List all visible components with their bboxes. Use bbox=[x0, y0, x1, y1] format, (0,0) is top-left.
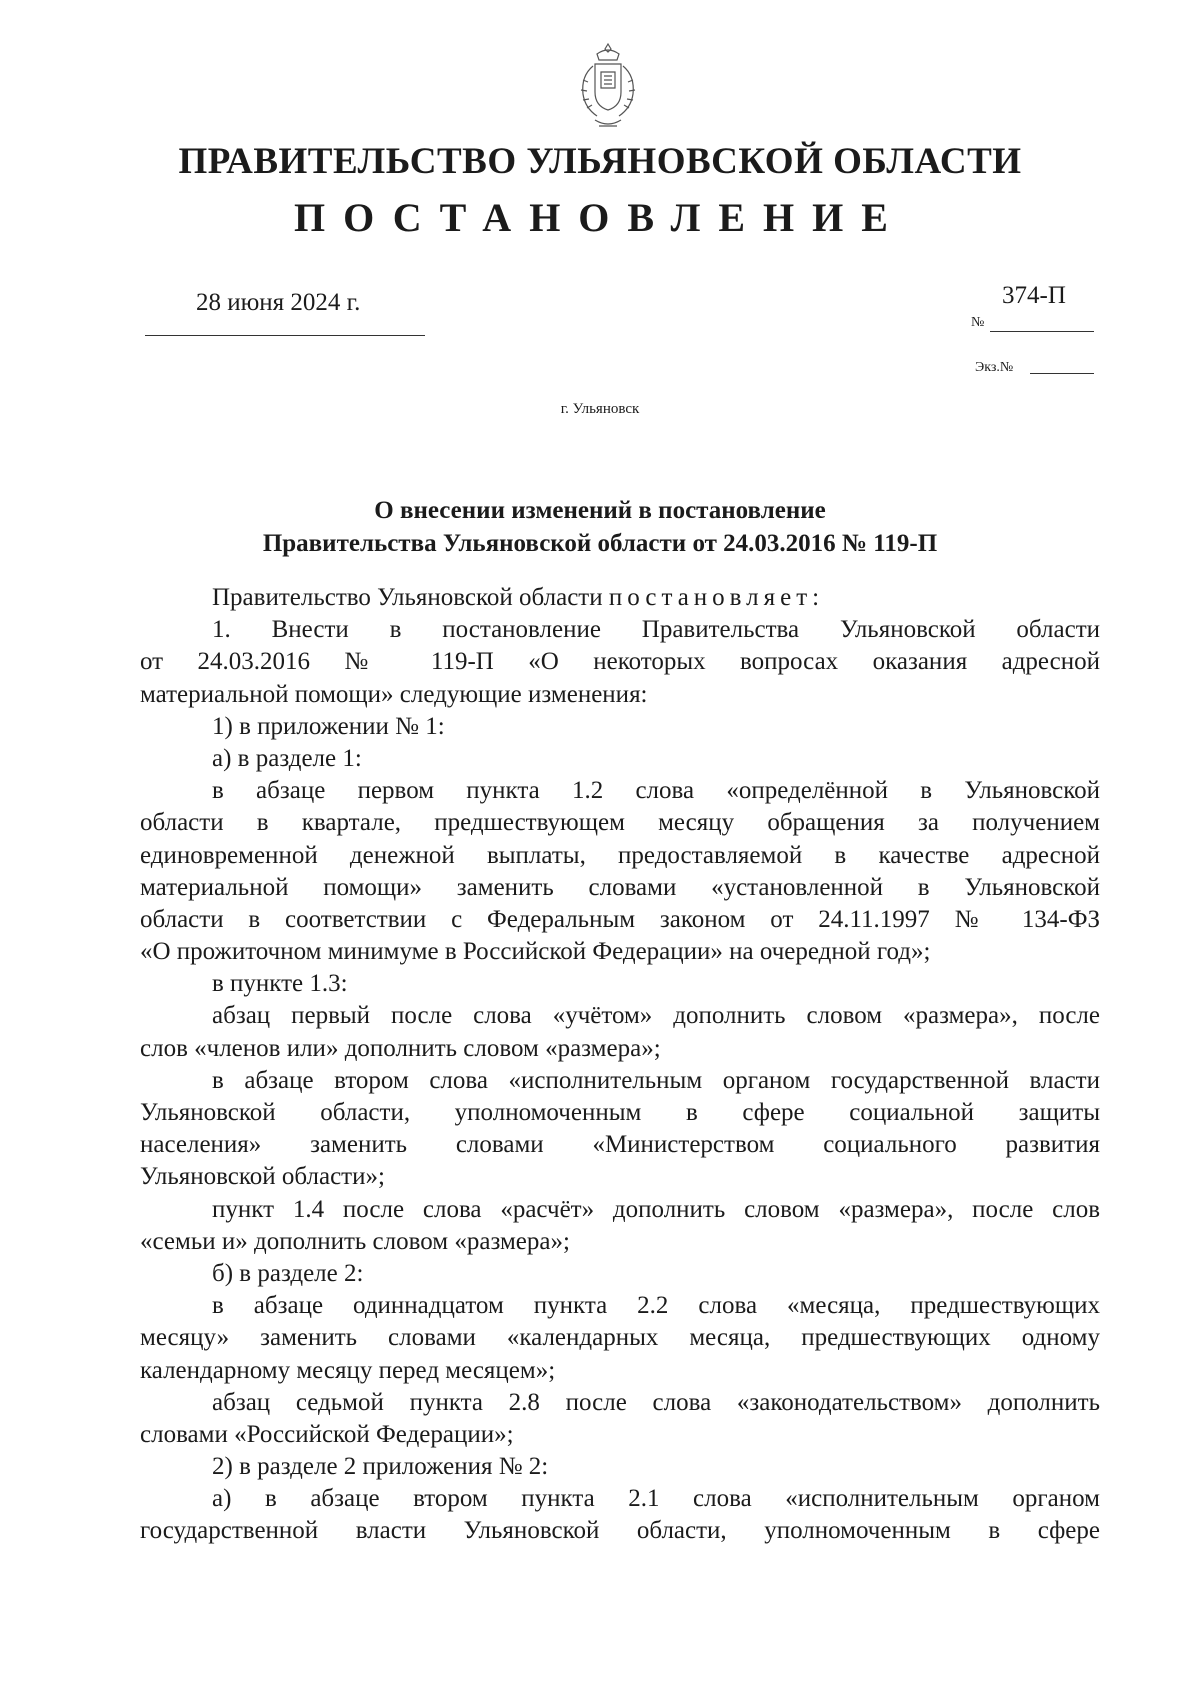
body-line: 1) в приложении № 1: bbox=[212, 712, 445, 740]
body-line: области в соответствии с Федеральным законом от 24.11.1997 № 134-ФЗ bbox=[140, 905, 1100, 933]
body-text-spaced: постановляет: bbox=[608, 584, 825, 611]
document-subject bbox=[180, 494, 1020, 560]
copy-number-label: Экз.№ bbox=[975, 360, 1014, 375]
body-line: 1. Внести в постановление Правительства Ульяновской области bbox=[212, 616, 1100, 644]
body-line: единовременной денежной выплаты, предоставляемой в качестве адресной bbox=[140, 841, 1100, 869]
body-line: материальной помощи» следующие изменения: bbox=[140, 680, 648, 708]
body-line: словами «Российской Федерации»; bbox=[140, 1420, 514, 1448]
document-type: ПОСТАНОВЛЕНИЕ bbox=[294, 195, 906, 240]
body-line: «О прожиточном минимуме в Российской Федерации» на очередной год»; bbox=[140, 938, 931, 966]
body-line: в абзаце втором слова «исполнительным органом государственной власти bbox=[212, 1066, 1100, 1094]
body-line: слов «членов или» дополнить словом «размера»; bbox=[140, 1034, 661, 1062]
body-line: материальной помощи» заменить словами «установленной в Ульяновской bbox=[140, 873, 1100, 901]
number-underline bbox=[990, 331, 1094, 332]
date-underline bbox=[145, 335, 425, 336]
body-line: абзац седьмой пункта 2.8 после слова «законодательством» дополнить bbox=[212, 1388, 1100, 1416]
body-line: а) в абзаце втором пункта 2.1 слова «исполнительным органом bbox=[212, 1485, 1100, 1513]
government-title: ПРАВИТЕЛЬСТВО УЛЬЯНОВСКОЙ ОБЛАСТИ bbox=[178, 141, 1022, 182]
document-body bbox=[140, 582, 1100, 1548]
copy-number-underline bbox=[1030, 373, 1094, 374]
body-line: месяцу» заменить словами «календарных месяца, предшествующих одному bbox=[140, 1324, 1100, 1352]
document-date: 28 июня 2024 г. bbox=[196, 289, 361, 316]
document-number: 374-П bbox=[1002, 282, 1066, 309]
body-line: 2) в разделе 2 приложения № 2: bbox=[212, 1453, 549, 1481]
subject-line: О внесении изменений в постановление bbox=[374, 497, 826, 524]
body-line: календарному месяцу перед месяцем»; bbox=[140, 1356, 556, 1384]
body-line: населения» заменить словами «Министерством социального развития bbox=[140, 1131, 1100, 1159]
city: г. Ульяновск bbox=[560, 401, 640, 417]
body-line: а) в разделе 1: bbox=[212, 744, 362, 772]
body-line: в абзаце одиннадцатом пункта 2.2 слова «месяца, предшествующих bbox=[212, 1292, 1100, 1320]
body-line: Ульяновской области, уполномоченным в сфере социальной защиты bbox=[140, 1099, 1100, 1126]
coat-of-arms-icon bbox=[575, 40, 641, 134]
body-line bbox=[140, 582, 1100, 614]
body-line: б) в разделе 2: bbox=[212, 1259, 364, 1287]
body-line: Ульяновской области»; bbox=[140, 1163, 385, 1191]
body-text: Правительство Ульяновской области bbox=[212, 584, 603, 611]
body-line: от 24.03.2016 № 119-П «О некоторых вопросах оказания адресной bbox=[140, 648, 1100, 676]
body-line: «семьи и» дополнить словом «размера»; bbox=[140, 1227, 570, 1255]
body-line: абзац первый после слова «учётом» дополнить словом «размера», после bbox=[212, 1002, 1100, 1030]
body-line: государственной власти Ульяновской области, уполномоченным в сфере bbox=[140, 1517, 1100, 1545]
number-prefix: № bbox=[971, 315, 985, 330]
subject-line: Правительства Ульяновской области от 24.03.2016 № 119-П bbox=[262, 530, 938, 557]
body-line: в абзаце первом пункта 1.2 слова «определённой в Ульяновской bbox=[212, 777, 1100, 805]
body-line: пункт 1.4 после слова «расчёт» дополнить словом «размера», после слов bbox=[212, 1195, 1100, 1223]
body-line: в пункте 1.3: bbox=[212, 970, 348, 998]
body-line: области в квартале, предшествующем месяцу обращения за получением bbox=[140, 809, 1100, 837]
